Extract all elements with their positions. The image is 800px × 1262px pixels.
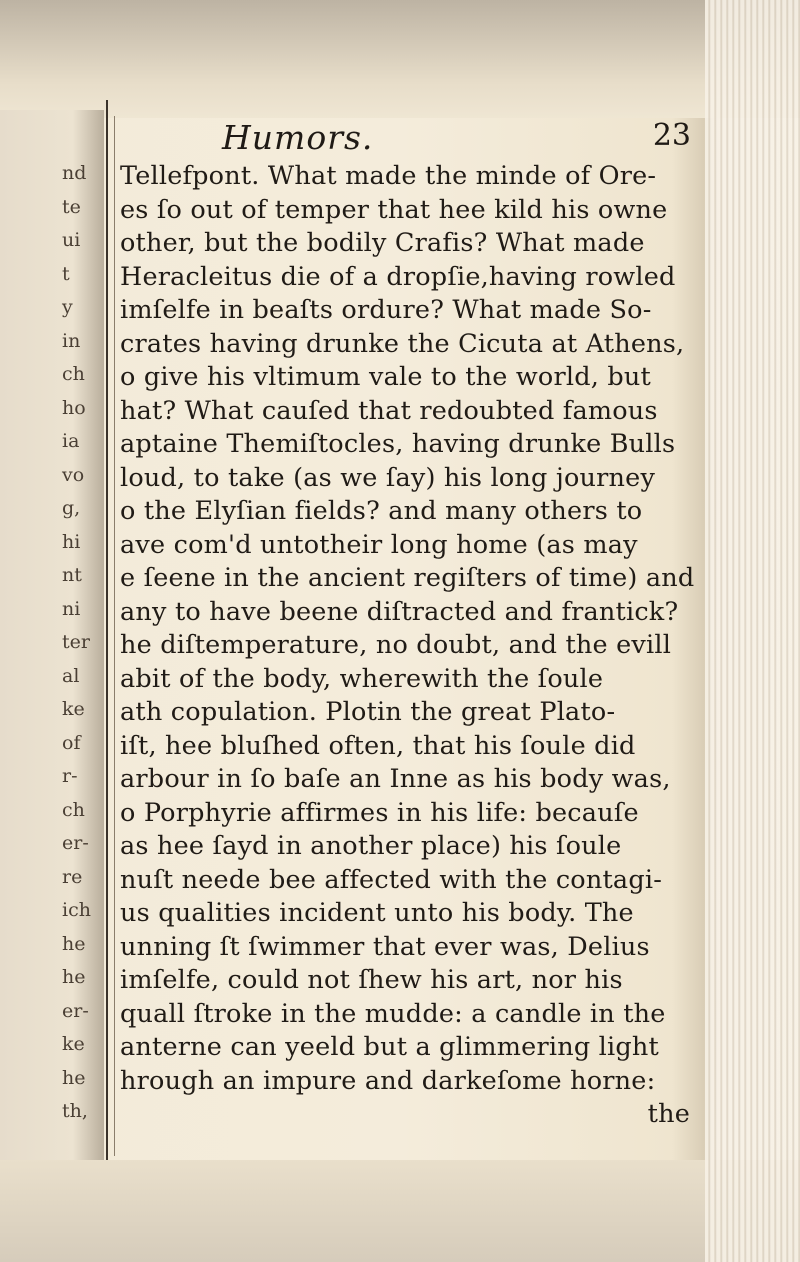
facing-page-fragment: in bbox=[62, 329, 81, 352]
facing-page-fragment: re bbox=[62, 865, 83, 888]
page-header bbox=[126, 118, 701, 158]
text-line: crates having drunke the Cicuta at Athens, bbox=[120, 328, 685, 359]
text-line: o give his vltimum vale to the world, but bbox=[120, 362, 651, 392]
facing-page-fragment: he bbox=[62, 932, 86, 955]
facing-page-fragment: er- bbox=[62, 999, 89, 1022]
text-line: iſt, hee bluſhed often, that his ſoule did bbox=[120, 730, 636, 761]
text-line: hat? What cauſed that redoubted famous bbox=[120, 395, 658, 426]
facing-page-fragment: nt bbox=[62, 564, 82, 586]
text-line: o Porphyrie affirmes in his life: becauſe bbox=[120, 797, 639, 828]
text-line: aptaine Themiſtocles, having drunke Bulls bbox=[120, 429, 676, 459]
facing-page-fragment: r- bbox=[62, 765, 78, 787]
facing-page-fragment: ch bbox=[62, 363, 85, 385]
facing-page-fragment: ui bbox=[62, 229, 81, 251]
text-line: the bbox=[647, 1099, 690, 1129]
facing-page-fragment: al bbox=[62, 664, 80, 687]
text-line: e ſeene in the ancient regiſters of time) and bbox=[120, 563, 695, 593]
text-line: any to have beene diſtracted and frantick? bbox=[120, 596, 679, 627]
text-line: es ſo out of temper that hee kild his owne bbox=[120, 194, 668, 225]
facing-page-fragment: te bbox=[62, 195, 81, 218]
facing-page-fragment: t bbox=[62, 262, 70, 285]
facing-page-fragment: ho bbox=[62, 396, 86, 419]
text-line: ath copulation. Plotin the great Plato- bbox=[120, 697, 616, 727]
text-line: arbour in ſo baſe an Inne as his body was, bbox=[120, 764, 671, 794]
text-line: nuſt neede bee affected with the contagi- bbox=[120, 864, 663, 895]
scan-bottom-margin bbox=[0, 1160, 800, 1262]
facing-page-fragment: ia bbox=[62, 430, 80, 452]
page-number: 23 bbox=[652, 118, 691, 153]
facing-page-fragment: ke bbox=[62, 1033, 85, 1055]
facing-page-fragment: ich bbox=[62, 899, 91, 921]
text-line: abit of the body, wherewith the ſoule bbox=[120, 663, 604, 694]
running-head: Humors. bbox=[222, 118, 374, 157]
scan-top-margin bbox=[0, 0, 800, 118]
text-line: imſelfe in beaſts ordure? What made So- bbox=[120, 295, 652, 325]
body-text bbox=[120, 160, 710, 1132]
facing-page-fragment: nd bbox=[62, 162, 87, 184]
text-line: hrough an impure and darkeſome horne: bbox=[120, 1065, 656, 1096]
facing-page-fragment: ke bbox=[62, 698, 85, 720]
facing-page-fragment: he bbox=[62, 1066, 86, 1089]
text-line: unning ſt ſwimmer that ever was, Delius bbox=[120, 931, 650, 962]
text-line: loud, to take (as we ſay) his long journey bbox=[120, 462, 656, 493]
facing-page-fragment: ter bbox=[62, 631, 90, 653]
facing-page-fragment: g, bbox=[62, 497, 81, 519]
text-line: other, but the bodily Crafis? What made bbox=[120, 228, 645, 258]
facing-page-fragment: th, bbox=[62, 1100, 88, 1122]
text-line: as hee ſayd in another place) his ſoule bbox=[120, 831, 622, 861]
text-line: Tellefpont. What made the minde of Ore- bbox=[120, 161, 657, 191]
facing-page-fragment: of bbox=[62, 731, 81, 754]
text-line: o the Elyſian fields? and many others to bbox=[120, 496, 643, 526]
page-gutter bbox=[106, 100, 108, 1160]
text-line: anterne can yeeld but a glimmering light bbox=[120, 1032, 659, 1062]
facing-page-fragment: vo bbox=[62, 463, 85, 486]
facing-page-fragment: er- bbox=[62, 832, 89, 854]
facing-page-fragment: ch bbox=[62, 798, 85, 821]
facing-page-strip bbox=[0, 110, 104, 1160]
text-line: ave com'd untotheir long home (as may bbox=[120, 529, 638, 560]
text-line: imſelfe, could not ſhew his art, nor his bbox=[120, 965, 623, 995]
text-line: quall ſtroke in the mudde: a candle in the bbox=[120, 998, 666, 1029]
page-gutter-shadow bbox=[114, 116, 115, 1156]
facing-page-fragment: y bbox=[62, 296, 73, 318]
page-edges bbox=[705, 0, 800, 1262]
text-line: he diſtemperature, no doubt, and the evill bbox=[120, 630, 672, 660]
facing-page-fragment: ni bbox=[62, 597, 81, 620]
facing-page-fragment: hi bbox=[62, 530, 81, 553]
text-line: us qualities incident unto his body. The bbox=[120, 898, 634, 928]
text-line: Heracleitus die of a dropſie,having rowled bbox=[120, 261, 676, 292]
facing-page-fragment: he bbox=[62, 966, 86, 988]
